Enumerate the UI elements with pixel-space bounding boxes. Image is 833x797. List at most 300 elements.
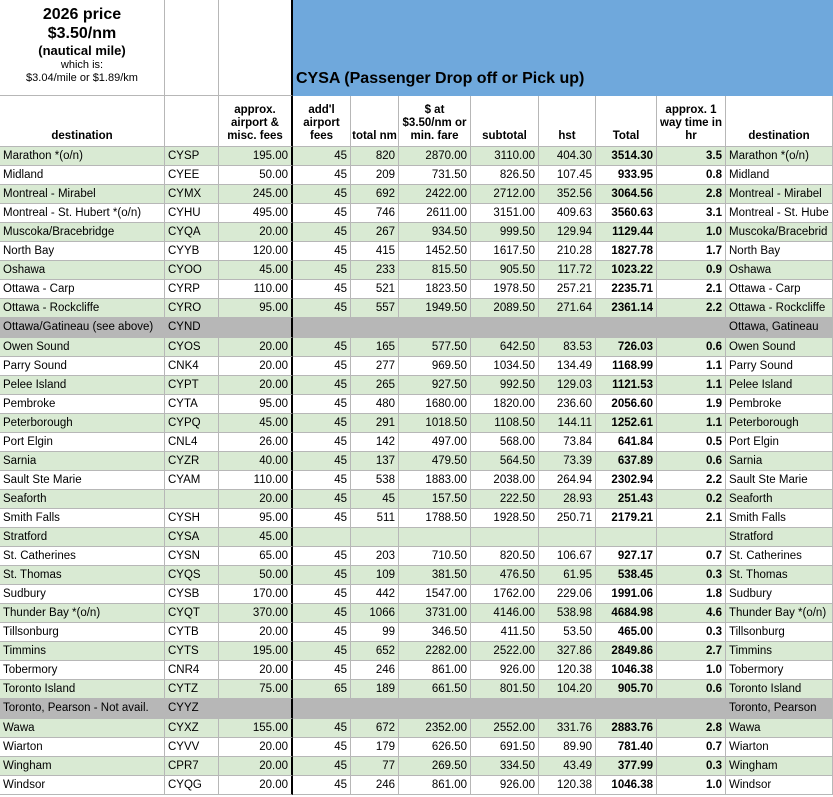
cell-dest[interactable]: Muscoka/Bracebridge <box>0 223 165 242</box>
cell-hst[interactable]: 210.28 <box>539 242 596 261</box>
cell-addl[interactable]: 45 <box>293 242 351 261</box>
cell-fare[interactable]: 934.50 <box>399 223 471 242</box>
cell-dest[interactable]: Pembroke <box>0 395 165 414</box>
cell-total[interactable]: 637.89 <box>596 452 657 471</box>
cell-subtotal[interactable]: 992.50 <box>471 376 539 395</box>
cell-code[interactable]: CPR7 <box>165 757 219 776</box>
cell-hst[interactable]: 264.94 <box>539 471 596 490</box>
cell-dest2[interactable]: Toronto, Pearson <box>726 699 833 719</box>
cell-dest2[interactable]: Muscoka/Bracebrid <box>726 223 833 242</box>
cell-hst[interactable]: 120.38 <box>539 776 596 795</box>
cell-fees[interactable]: 75.00 <box>219 680 293 699</box>
cell-code[interactable]: CYPT <box>165 376 219 395</box>
cell-code[interactable]: CYND <box>165 318 219 338</box>
cell-addl[interactable]: 45 <box>293 166 351 185</box>
cell-addl[interactable]: 45 <box>293 338 351 357</box>
cell-subtotal[interactable]: 999.50 <box>471 223 539 242</box>
cell-hst[interactable]: 404.30 <box>539 147 596 166</box>
cell-code[interactable]: CYOO <box>165 261 219 280</box>
cell-subtotal[interactable]: 1928.50 <box>471 509 539 528</box>
cell-dest[interactable]: Montreal - St. Hubert *(o/n) <box>0 204 165 223</box>
cell-dest2[interactable]: Thunder Bay *(o/n) <box>726 604 833 623</box>
cell-code[interactable]: CYSH <box>165 509 219 528</box>
cell-subtotal[interactable]: 642.50 <box>471 338 539 357</box>
cell-time[interactable]: 2.8 <box>657 185 726 204</box>
cell-fees[interactable]: 26.00 <box>219 433 293 452</box>
cell-time[interactable]: 1.0 <box>657 223 726 242</box>
cell-code[interactable]: CYPQ <box>165 414 219 433</box>
cell-hst[interactable]: 409.63 <box>539 204 596 223</box>
cell-code[interactable]: CYOS <box>165 338 219 357</box>
cell-nm[interactable]: 746 <box>351 204 399 223</box>
cell-addl[interactable]: 45 <box>293 642 351 661</box>
cell-fees[interactable] <box>219 318 293 338</box>
cell-dest[interactable]: Parry Sound <box>0 357 165 376</box>
cell-fare[interactable]: 861.00 <box>399 776 471 795</box>
header-destination-2[interactable] <box>726 96 833 147</box>
cell-addl[interactable]: 45 <box>293 185 351 204</box>
cell-total[interactable]: 905.70 <box>596 680 657 699</box>
cell-hst[interactable] <box>539 318 596 338</box>
cell-subtotal[interactable]: 820.50 <box>471 547 539 566</box>
cell-code[interactable]: CYSB <box>165 585 219 604</box>
cell-dest[interactable]: Toronto, Pearson - Not avail. <box>0 699 165 719</box>
cell-fees[interactable]: 170.00 <box>219 585 293 604</box>
cell-total[interactable]: 2179.21 <box>596 509 657 528</box>
cell-subtotal[interactable]: 334.50 <box>471 757 539 776</box>
cell-total[interactable]: 1252.61 <box>596 414 657 433</box>
cell-subtotal[interactable]: 3110.00 <box>471 147 539 166</box>
cell-time[interactable]: 1.0 <box>657 776 726 795</box>
cell-hst[interactable]: 134.49 <box>539 357 596 376</box>
cell-total[interactable]: 1991.06 <box>596 585 657 604</box>
cell-total[interactable]: 2849.86 <box>596 642 657 661</box>
cell-fare[interactable]: 269.50 <box>399 757 471 776</box>
cell-fees[interactable]: 195.00 <box>219 642 293 661</box>
cell-subtotal[interactable]: 1617.50 <box>471 242 539 261</box>
cell-time[interactable]: 4.6 <box>657 604 726 623</box>
cell-fees[interactable]: 20.00 <box>219 338 293 357</box>
cell-fare[interactable]: 3731.00 <box>399 604 471 623</box>
cell-fees[interactable]: 20.00 <box>219 357 293 376</box>
cell-dest2[interactable]: Owen Sound <box>726 338 833 357</box>
cell-nm[interactable]: 265 <box>351 376 399 395</box>
cell-hst[interactable]: 117.72 <box>539 261 596 280</box>
cell-addl[interactable]: 45 <box>293 376 351 395</box>
cell-time[interactable]: 0.2 <box>657 490 726 509</box>
cell-subtotal[interactable] <box>471 528 539 547</box>
cell-dest[interactable]: North Bay <box>0 242 165 261</box>
cell-time[interactable]: 3.1 <box>657 204 726 223</box>
cell-fare[interactable]: 479.50 <box>399 452 471 471</box>
cell-dest[interactable]: St. Thomas <box>0 566 165 585</box>
cell-nm[interactable]: 267 <box>351 223 399 242</box>
cell-nm[interactable]: 137 <box>351 452 399 471</box>
cell-total[interactable]: 1129.44 <box>596 223 657 242</box>
cell-subtotal[interactable]: 3151.00 <box>471 204 539 223</box>
cell-subtotal[interactable]: 1762.00 <box>471 585 539 604</box>
cell-dest[interactable]: Seaforth <box>0 490 165 509</box>
cell-dest2[interactable]: Pembroke <box>726 395 833 414</box>
cell-code[interactable]: CYTS <box>165 642 219 661</box>
cell-fare[interactable]: 346.50 <box>399 623 471 642</box>
header-destination[interactable] <box>0 96 165 147</box>
cell-dest2[interactable]: Tobermory <box>726 661 833 680</box>
cell-dest2[interactable]: Montreal - Mirabel <box>726 185 833 204</box>
cell-dest[interactable]: Midland <box>0 166 165 185</box>
cell-total[interactable]: 3064.56 <box>596 185 657 204</box>
cell-addl[interactable]: 45 <box>293 395 351 414</box>
cell-subtotal[interactable]: 2552.00 <box>471 719 539 738</box>
cell-total[interactable] <box>596 528 657 547</box>
cell-code[interactable] <box>165 490 219 509</box>
cell-addl[interactable]: 45 <box>293 357 351 376</box>
cell-dest[interactable]: Owen Sound <box>0 338 165 357</box>
cell-total[interactable]: 2883.76 <box>596 719 657 738</box>
cell-addl[interactable]: 45 <box>293 414 351 433</box>
cell-hst[interactable]: 89.90 <box>539 738 596 757</box>
cell-time[interactable]: 3.5 <box>657 147 726 166</box>
cell-nm[interactable]: 652 <box>351 642 399 661</box>
cell-fees[interactable]: 95.00 <box>219 509 293 528</box>
cell-dest2[interactable]: Ottawa, Gatineau <box>726 318 833 338</box>
cell-subtotal[interactable]: 1978.50 <box>471 280 539 299</box>
cell-total[interactable]: 2361.14 <box>596 299 657 318</box>
cell-dest[interactable]: Sarnia <box>0 452 165 471</box>
cell-code[interactable]: CYSP <box>165 147 219 166</box>
cell-total[interactable]: 377.99 <box>596 757 657 776</box>
cell-total[interactable]: 538.45 <box>596 566 657 585</box>
cell-dest2[interactable]: Toronto Island <box>726 680 833 699</box>
cell-fare[interactable]: 1823.50 <box>399 280 471 299</box>
cell-time[interactable] <box>657 699 726 719</box>
header-total[interactable] <box>596 96 657 147</box>
cell-fees[interactable] <box>219 699 293 719</box>
cell-dest2[interactable]: Wingham <box>726 757 833 776</box>
cell-dest[interactable]: Sault Ste Marie <box>0 471 165 490</box>
cell-fees[interactable]: 20.00 <box>219 776 293 795</box>
cell-fees[interactable]: 195.00 <box>219 147 293 166</box>
cell-code[interactable]: CNL4 <box>165 433 219 452</box>
cell-addl[interactable]: 45 <box>293 585 351 604</box>
cell-addl[interactable]: 45 <box>293 223 351 242</box>
cell-time[interactable]: 2.1 <box>657 509 726 528</box>
cell-code[interactable]: CYQA <box>165 223 219 242</box>
cell-addl[interactable]: 45 <box>293 661 351 680</box>
cell-addl[interactable]: 45 <box>293 490 351 509</box>
cell-dest2[interactable]: Timmins <box>726 642 833 661</box>
cell-dest2[interactable]: Oshawa <box>726 261 833 280</box>
cell-time[interactable]: 0.7 <box>657 738 726 757</box>
blank-header-cell[interactable] <box>219 0 293 96</box>
cell-fare[interactable]: 1788.50 <box>399 509 471 528</box>
cell-dest2[interactable]: Smith Falls <box>726 509 833 528</box>
cell-hst[interactable]: 327.86 <box>539 642 596 661</box>
cell-nm[interactable]: 692 <box>351 185 399 204</box>
cell-dest[interactable]: Tobermory <box>0 661 165 680</box>
cell-fare[interactable]: 1018.50 <box>399 414 471 433</box>
cell-nm[interactable]: 672 <box>351 719 399 738</box>
cell-code[interactable]: CYXZ <box>165 719 219 738</box>
cell-subtotal[interactable]: 2089.50 <box>471 299 539 318</box>
cell-subtotal[interactable]: 801.50 <box>471 680 539 699</box>
cell-addl[interactable]: 45 <box>293 261 351 280</box>
cell-nm[interactable]: 99 <box>351 623 399 642</box>
cell-dest2[interactable]: Wiarton <box>726 738 833 757</box>
cell-hst[interactable]: 352.56 <box>539 185 596 204</box>
cell-hst[interactable]: 73.39 <box>539 452 596 471</box>
cell-dest[interactable]: Marathon *(o/n) <box>0 147 165 166</box>
cell-nm[interactable]: 521 <box>351 280 399 299</box>
cell-hst[interactable]: 144.11 <box>539 414 596 433</box>
cell-dest2[interactable]: Sarnia <box>726 452 833 471</box>
cell-subtotal[interactable]: 926.00 <box>471 661 539 680</box>
cell-time[interactable]: 0.6 <box>657 338 726 357</box>
cell-addl[interactable]: 45 <box>293 509 351 528</box>
cell-subtotal[interactable] <box>471 699 539 719</box>
cell-total[interactable]: 465.00 <box>596 623 657 642</box>
cell-nm[interactable]: 165 <box>351 338 399 357</box>
cell-total[interactable]: 1046.38 <box>596 776 657 795</box>
cell-nm[interactable]: 203 <box>351 547 399 566</box>
cell-nm[interactable]: 45 <box>351 490 399 509</box>
cell-time[interactable] <box>657 318 726 338</box>
cell-dest[interactable]: Tillsonburg <box>0 623 165 642</box>
cell-fees[interactable]: 120.00 <box>219 242 293 261</box>
cell-fees[interactable]: 95.00 <box>219 299 293 318</box>
cell-fare[interactable]: 2611.00 <box>399 204 471 223</box>
cell-addl[interactable]: 45 <box>293 776 351 795</box>
cell-subtotal[interactable]: 1034.50 <box>471 357 539 376</box>
cell-nm[interactable]: 415 <box>351 242 399 261</box>
cell-fees[interactable]: 370.00 <box>219 604 293 623</box>
cell-hst[interactable]: 271.64 <box>539 299 596 318</box>
cell-time[interactable]: 1.7 <box>657 242 726 261</box>
cell-dest[interactable]: Timmins <box>0 642 165 661</box>
cell-fare[interactable]: 1680.00 <box>399 395 471 414</box>
cell-subtotal[interactable]: 826.50 <box>471 166 539 185</box>
cell-dest[interactable]: Toronto Island <box>0 680 165 699</box>
cell-total[interactable]: 641.84 <box>596 433 657 452</box>
cell-dest[interactable]: Ottawa - Rockcliffe <box>0 299 165 318</box>
cell-addl[interactable]: 45 <box>293 623 351 642</box>
cell-hst[interactable]: 107.45 <box>539 166 596 185</box>
cell-time[interactable]: 0.3 <box>657 566 726 585</box>
cell-dest[interactable]: St. Catherines <box>0 547 165 566</box>
cell-dest2[interactable]: Sault Ste Marie <box>726 471 833 490</box>
cell-time[interactable]: 2.8 <box>657 719 726 738</box>
header-subtotal[interactable] <box>471 96 539 147</box>
cell-hst[interactable]: 83.53 <box>539 338 596 357</box>
cell-code[interactable]: CYAM <box>165 471 219 490</box>
cell-fare[interactable]: 497.00 <box>399 433 471 452</box>
cell-fees[interactable]: 95.00 <box>219 395 293 414</box>
cell-hst[interactable]: 129.03 <box>539 376 596 395</box>
cell-dest[interactable]: Montreal - Mirabel <box>0 185 165 204</box>
cell-fare[interactable]: 1452.50 <box>399 242 471 261</box>
cell-fare[interactable]: 2282.00 <box>399 642 471 661</box>
cell-addl[interactable] <box>293 699 351 719</box>
cell-dest2[interactable]: Midland <box>726 166 833 185</box>
cell-dest[interactable]: Peterborough <box>0 414 165 433</box>
cell-dest[interactable]: Windsor <box>0 776 165 795</box>
cell-hst[interactable]: 257.21 <box>539 280 596 299</box>
cell-dest2[interactable]: Peterborough <box>726 414 833 433</box>
cell-addl[interactable]: 45 <box>293 452 351 471</box>
cell-nm[interactable]: 557 <box>351 299 399 318</box>
cell-code[interactable]: CYSA <box>165 528 219 547</box>
cell-addl[interactable]: 45 <box>293 147 351 166</box>
cell-fees[interactable]: 20.00 <box>219 376 293 395</box>
header-time[interactable] <box>657 96 726 147</box>
cell-dest2[interactable]: Seaforth <box>726 490 833 509</box>
header-code[interactable] <box>165 96 219 147</box>
cell-code[interactable]: CYSN <box>165 547 219 566</box>
cell-dest2[interactable]: St. Thomas <box>726 566 833 585</box>
cell-fare[interactable] <box>399 699 471 719</box>
cell-addl[interactable]: 65 <box>293 680 351 699</box>
cell-total[interactable]: 726.03 <box>596 338 657 357</box>
cell-code[interactable]: CYYB <box>165 242 219 261</box>
cell-nm[interactable]: 820 <box>351 147 399 166</box>
cell-fees[interactable]: 110.00 <box>219 471 293 490</box>
cell-dest[interactable]: Pelee Island <box>0 376 165 395</box>
cell-dest2[interactable]: Wawa <box>726 719 833 738</box>
cell-subtotal[interactable]: 1108.50 <box>471 414 539 433</box>
cell-total[interactable]: 2056.60 <box>596 395 657 414</box>
cell-total[interactable] <box>596 699 657 719</box>
cell-hst[interactable]: 129.94 <box>539 223 596 242</box>
cell-time[interactable]: 2.2 <box>657 299 726 318</box>
cell-nm[interactable]: 277 <box>351 357 399 376</box>
cell-dest2[interactable]: Pelee Island <box>726 376 833 395</box>
cell-addl[interactable]: 45 <box>293 299 351 318</box>
cell-time[interactable]: 1.0 <box>657 661 726 680</box>
cell-hst[interactable]: 331.76 <box>539 719 596 738</box>
cell-addl[interactable]: 45 <box>293 738 351 757</box>
cell-subtotal[interactable]: 411.50 <box>471 623 539 642</box>
price-info-box[interactable] <box>0 0 165 96</box>
cell-total[interactable]: 927.17 <box>596 547 657 566</box>
cell-nm[interactable]: 538 <box>351 471 399 490</box>
cell-fees[interactable]: 495.00 <box>219 204 293 223</box>
cell-subtotal[interactable]: 4146.00 <box>471 604 539 623</box>
cell-nm[interactable]: 291 <box>351 414 399 433</box>
cell-time[interactable]: 2.1 <box>657 280 726 299</box>
cell-code[interactable]: CYRP <box>165 280 219 299</box>
cell-hst[interactable]: 236.60 <box>539 395 596 414</box>
cell-addl[interactable] <box>293 318 351 338</box>
cell-nm[interactable]: 233 <box>351 261 399 280</box>
cell-nm[interactable]: 246 <box>351 776 399 795</box>
cell-dest2[interactable]: Tillsonburg <box>726 623 833 642</box>
cell-fees[interactable]: 65.00 <box>219 547 293 566</box>
cell-fare[interactable]: 157.50 <box>399 490 471 509</box>
cell-code[interactable]: CYQG <box>165 776 219 795</box>
cell-fare[interactable]: 1547.00 <box>399 585 471 604</box>
cell-dest2[interactable]: Parry Sound <box>726 357 833 376</box>
cell-fare[interactable]: 661.50 <box>399 680 471 699</box>
cell-fare[interactable]: 1949.50 <box>399 299 471 318</box>
cell-nm[interactable]: 189 <box>351 680 399 699</box>
cell-hst[interactable]: 53.50 <box>539 623 596 642</box>
cell-hst[interactable]: 250.71 <box>539 509 596 528</box>
cell-fees[interactable]: 45.00 <box>219 528 293 547</box>
cell-time[interactable]: 2.7 <box>657 642 726 661</box>
cell-dest[interactable]: Wiarton <box>0 738 165 757</box>
cell-nm[interactable]: 77 <box>351 757 399 776</box>
cell-fees[interactable]: 50.00 <box>219 566 293 585</box>
cell-nm[interactable] <box>351 699 399 719</box>
cell-fees[interactable]: 20.00 <box>219 623 293 642</box>
cell-fees[interactable]: 50.00 <box>219 166 293 185</box>
cell-dest[interactable]: Oshawa <box>0 261 165 280</box>
cell-code[interactable]: CYQS <box>165 566 219 585</box>
cell-time[interactable]: 1.9 <box>657 395 726 414</box>
cell-time[interactable]: 1.1 <box>657 414 726 433</box>
cell-time[interactable]: 0.8 <box>657 166 726 185</box>
cell-fare[interactable]: 2422.00 <box>399 185 471 204</box>
cell-subtotal[interactable]: 568.00 <box>471 433 539 452</box>
cell-hst[interactable]: 61.95 <box>539 566 596 585</box>
cell-time[interactable]: 1.1 <box>657 376 726 395</box>
cell-total[interactable]: 2235.71 <box>596 280 657 299</box>
cell-addl[interactable]: 45 <box>293 471 351 490</box>
cell-nm[interactable]: 246 <box>351 661 399 680</box>
cell-fees[interactable]: 45.00 <box>219 261 293 280</box>
cell-hst[interactable]: 229.06 <box>539 585 596 604</box>
header-fare[interactable] <box>399 96 471 147</box>
header-addl-fees[interactable] <box>293 96 351 147</box>
header-total-nm[interactable] <box>351 96 399 147</box>
cell-subtotal[interactable]: 2522.00 <box>471 642 539 661</box>
cell-total[interactable]: 781.40 <box>596 738 657 757</box>
cell-code[interactable]: CYTB <box>165 623 219 642</box>
cell-subtotal[interactable]: 564.50 <box>471 452 539 471</box>
cell-time[interactable]: 0.6 <box>657 680 726 699</box>
blank-header-cell[interactable] <box>165 0 219 96</box>
cell-time[interactable]: 0.3 <box>657 757 726 776</box>
cell-nm[interactable]: 142 <box>351 433 399 452</box>
cell-fare[interactable]: 2352.00 <box>399 719 471 738</box>
cell-nm[interactable]: 1066 <box>351 604 399 623</box>
cell-hst[interactable]: 43.49 <box>539 757 596 776</box>
cell-dest2[interactable]: Windsor <box>726 776 833 795</box>
cell-fees[interactable]: 20.00 <box>219 490 293 509</box>
cell-subtotal[interactable]: 2712.00 <box>471 185 539 204</box>
cell-dest2[interactable]: North Bay <box>726 242 833 261</box>
cell-total[interactable]: 1827.78 <box>596 242 657 261</box>
cell-fees[interactable]: 20.00 <box>219 223 293 242</box>
cell-time[interactable]: 0.5 <box>657 433 726 452</box>
cell-hst[interactable] <box>539 528 596 547</box>
cell-fare[interactable]: 927.50 <box>399 376 471 395</box>
cell-code[interactable]: CYMX <box>165 185 219 204</box>
cell-fees[interactable]: 45.00 <box>219 414 293 433</box>
cell-total[interactable]: 1023.22 <box>596 261 657 280</box>
cell-total[interactable]: 1168.99 <box>596 357 657 376</box>
cell-addl[interactable]: 45 <box>293 547 351 566</box>
cell-fees[interactable]: 110.00 <box>219 280 293 299</box>
cell-hst[interactable]: 73.84 <box>539 433 596 452</box>
cell-fees[interactable]: 155.00 <box>219 719 293 738</box>
cell-dest2[interactable]: Montreal - St. Hube <box>726 204 833 223</box>
cell-hst[interactable]: 538.98 <box>539 604 596 623</box>
cell-nm[interactable] <box>351 528 399 547</box>
cell-fees[interactable]: 20.00 <box>219 661 293 680</box>
cell-total[interactable]: 2302.94 <box>596 471 657 490</box>
cell-subtotal[interactable]: 2038.00 <box>471 471 539 490</box>
